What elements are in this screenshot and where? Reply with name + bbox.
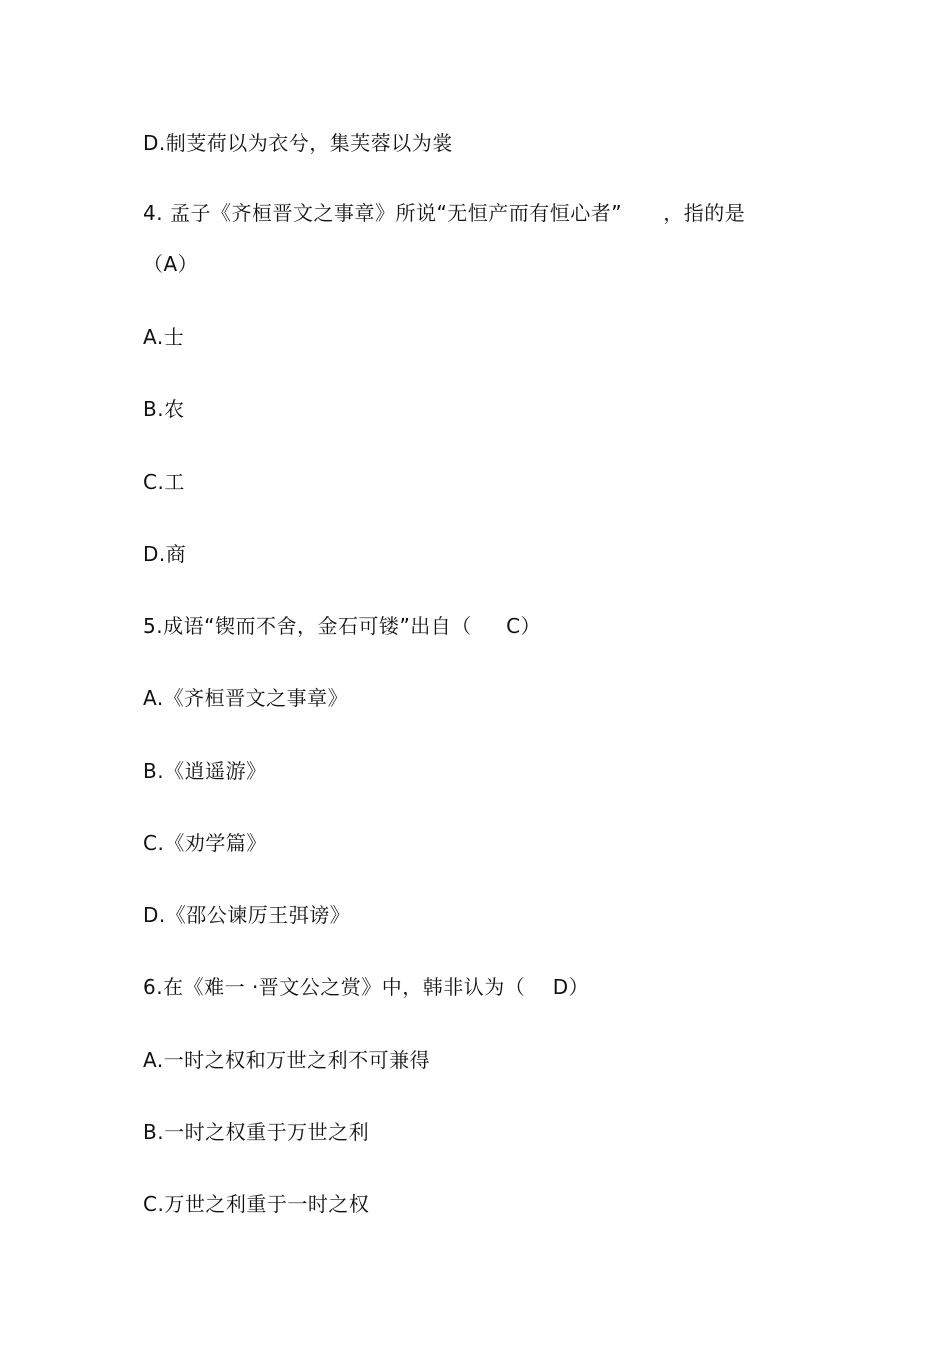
q5-option-c: C.《劝学篇》 xyxy=(143,831,267,855)
q4-option-b: B.农 xyxy=(143,397,185,421)
q4-option-a: A.士 xyxy=(143,325,185,349)
q6-question: 6.在《难一 ·晋文公之赏》中，韩非认为（ D） xyxy=(143,975,590,999)
q6-option-a: A.一时之权和万世之利不可兼得 xyxy=(143,1048,431,1072)
q5-option-b: B.《逍遥游》 xyxy=(143,759,267,783)
q6-option-c: C.万世之利重于一时之权 xyxy=(143,1192,370,1216)
q4-question: 4. 孟子《齐桓晋文之事章》所说“无恒产而有恒心者” ，指的是 xyxy=(143,201,746,225)
q5-option-a: A.《齐桓晋文之事章》 xyxy=(143,686,349,710)
q4-answer: （A） xyxy=(143,252,199,276)
q4-option-d: D.商 xyxy=(143,542,187,566)
q5-option-d: D.《邵公谏厉王弭谤》 xyxy=(143,903,351,927)
q5-question: 5.成语“锲而不舍，金石可镂”出自（ C） xyxy=(143,614,542,638)
q4-option-c: C.工 xyxy=(143,470,185,494)
q3-option-d: D.制芰荷以为衣兮，集芙蓉以为裳 xyxy=(143,131,453,155)
q6-option-b: B.一时之权重于万世之利 xyxy=(143,1120,370,1144)
